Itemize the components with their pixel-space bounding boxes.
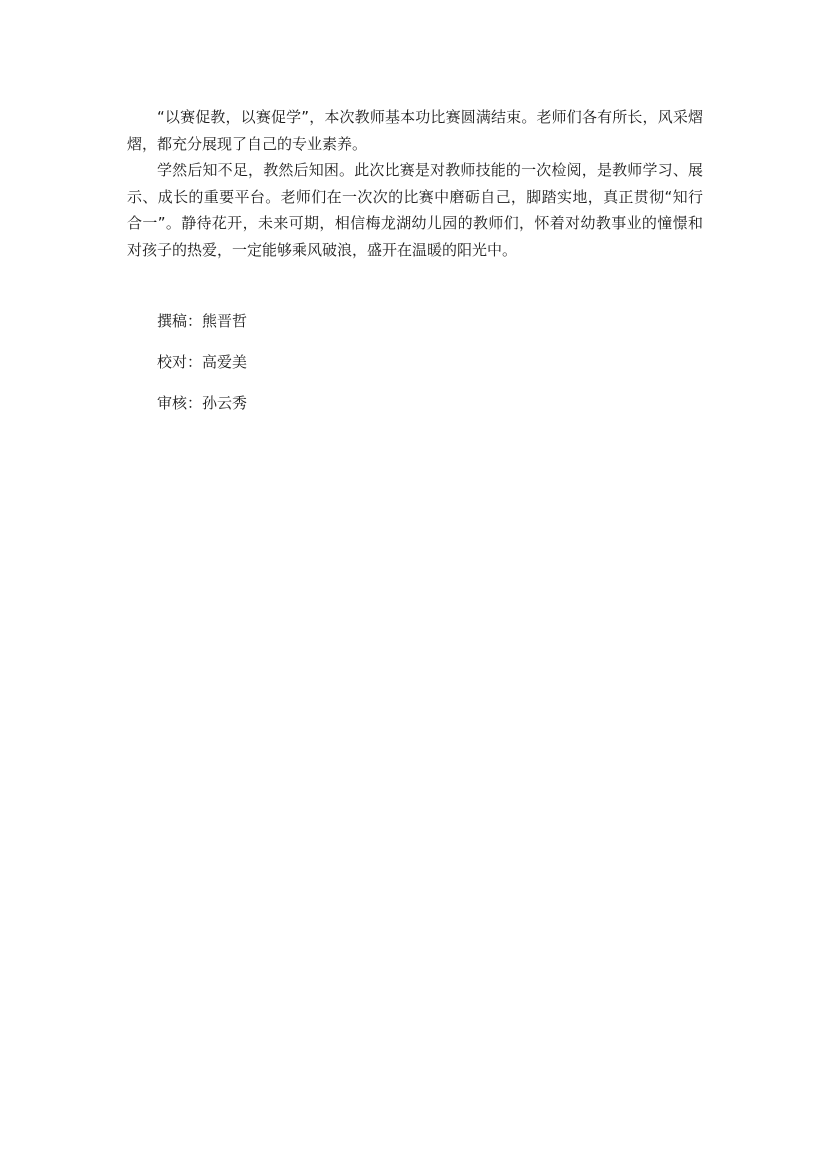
credit-proofreader: 校对：高爱美 <box>157 353 248 371</box>
credit-author: 撰稿：熊晋哲 <box>157 312 248 330</box>
article-body <box>127 104 703 263</box>
paragraph-reflection: 学然后知不足，教然后知困。此次比赛是对教师技能的一次检阅，是教师学习、展示、成长的重要平台。老师们在一次次的比赛中磨砺自己，脚踏实地，真正贯彻“知行合一”。静待花开，未来可期，相信梅龙湖幼儿园的教师们，怀着对幼教事业的憧憬和对孩子的热爱，一定能够乘风破浪，盛开在温暖的阳光中。 <box>127 161 703 259</box>
paragraph-summary: “以赛促教，以赛促学”，本次教师基本功比赛圆满结束。老师们各有所长，风采熠熠，都充分展现了自己的专业素养。 <box>127 108 703 153</box>
credits-block <box>157 311 247 434</box>
credit-reviewer: 审核：孙云秀 <box>157 394 248 412</box>
